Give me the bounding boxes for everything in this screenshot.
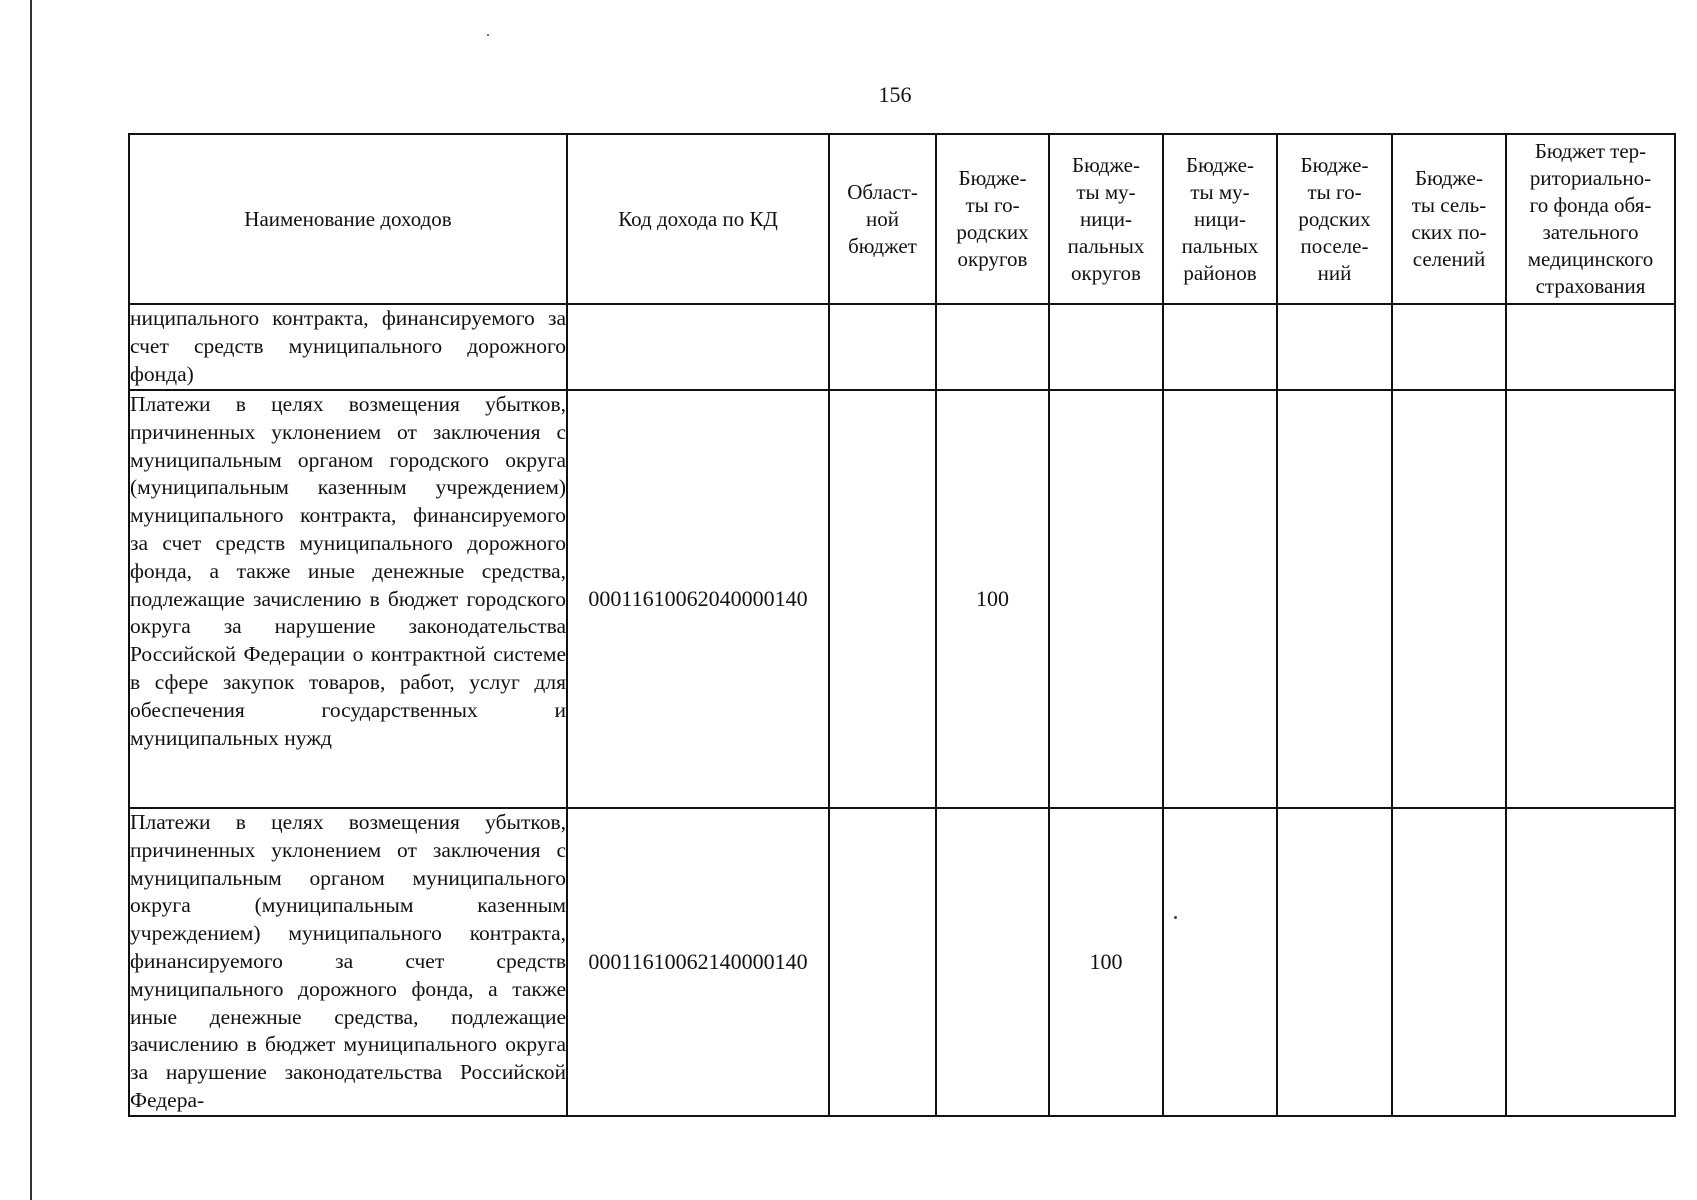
- municipal-area-budget-cell: [1163, 390, 1277, 808]
- rural-settlement-budget-cell: [1392, 808, 1506, 1116]
- page-margin-rule: [30, 0, 32, 1200]
- city-settlement-budget-cell: [1277, 808, 1392, 1116]
- header-medical-insurance-fund-budget: Бюджет тер- риториально- го фонда обя- зательного медицинского страхования: [1506, 134, 1675, 304]
- header-municipal-area-budgets: Бюдже- ты му- ници- пальных районов: [1163, 134, 1277, 304]
- rural-settlement-budget-cell: [1392, 304, 1506, 390]
- page-number: 156: [878, 82, 912, 107]
- income-code-cell: 00011610062040000140: [567, 390, 829, 808]
- city-district-budget-cell: [936, 304, 1049, 390]
- municipal-area-budget-cell: [1163, 304, 1277, 390]
- header-income-code: Код дохода по КД: [567, 134, 829, 304]
- city-settlement-budget-cell: [1277, 390, 1392, 808]
- medical-fund-budget-cell: [1506, 390, 1675, 808]
- header-municipal-district-budgets: Бюдже- ты му- ници- пальных округов: [1049, 134, 1163, 304]
- city-district-budget-cell: [936, 808, 1049, 1116]
- header-income-name: Наименование доходов: [129, 134, 567, 304]
- header-rural-settlement-budgets: Бюдже- ты сель- ских по- селений: [1392, 134, 1506, 304]
- income-name-cell: ниципального контракта, финансируемого за счет средств муниципального дорожного фонда): [129, 304, 567, 390]
- medical-fund-budget-cell: [1506, 808, 1675, 1116]
- regional-budget-cell: [829, 390, 936, 808]
- city-district-budget-cell: 100: [936, 390, 1049, 808]
- income-distribution-table: [128, 133, 1676, 1117]
- table-header-row: [129, 134, 1675, 304]
- header-regional-budget: Област- ной бюджет: [829, 134, 936, 304]
- scan-speck: [487, 34, 489, 36]
- municipal-district-budget-cell: [1049, 390, 1163, 808]
- header-city-district-budgets: Бюдже- ты го- родских округов: [936, 134, 1049, 304]
- table-row: [129, 390, 1675, 808]
- header-city-settlement-budgets: Бюдже- ты го- родских поселе- ний: [1277, 134, 1392, 304]
- income-name-cell: Платежи в целях возмещения убытков, причиненных уклонением от заключения с муниципальным органом городского округа (муниципальным казенным учреждением) муниципального контракта, финансируемого за счет средств муниципального дорожного фонда, а также иные денежные средства, подлежащие зачислению в бюджет городского округа за нарушение законодательства Российской Федерации о контрактной системе в сфере закупок товаров, работ, услуг для обеспечения государственных и муниципальных нужд: [129, 390, 567, 808]
- municipal-district-budget-cell: [1049, 304, 1163, 390]
- income-code-cell: 00011610062140000140: [567, 808, 829, 1116]
- city-settlement-budget-cell: [1277, 304, 1392, 390]
- table-row: [129, 808, 1675, 1116]
- municipal-area-budget-cell: [1163, 808, 1277, 1116]
- regional-budget-cell: [829, 304, 936, 390]
- medical-fund-budget-cell: [1506, 304, 1675, 390]
- income-code-cell: [567, 304, 829, 390]
- table-row: [129, 304, 1675, 390]
- rural-settlement-budget-cell: [1392, 390, 1506, 808]
- income-name-cell: Платежи в целях возмещения убытков, причиненных уклонением от заключения с муниципальным органом муниципального округа (муниципальным казенным учреждением) муниципального контракта, финансируемого за счет средств муниципального дорожного фонда, а также иные денежные средства, подлежащие зачислению в бюджет муниципального округа за нарушение законодательства Российской Федера-: [129, 808, 567, 1116]
- municipal-district-budget-cell: 100: [1049, 808, 1163, 1116]
- regional-budget-cell: [829, 808, 936, 1116]
